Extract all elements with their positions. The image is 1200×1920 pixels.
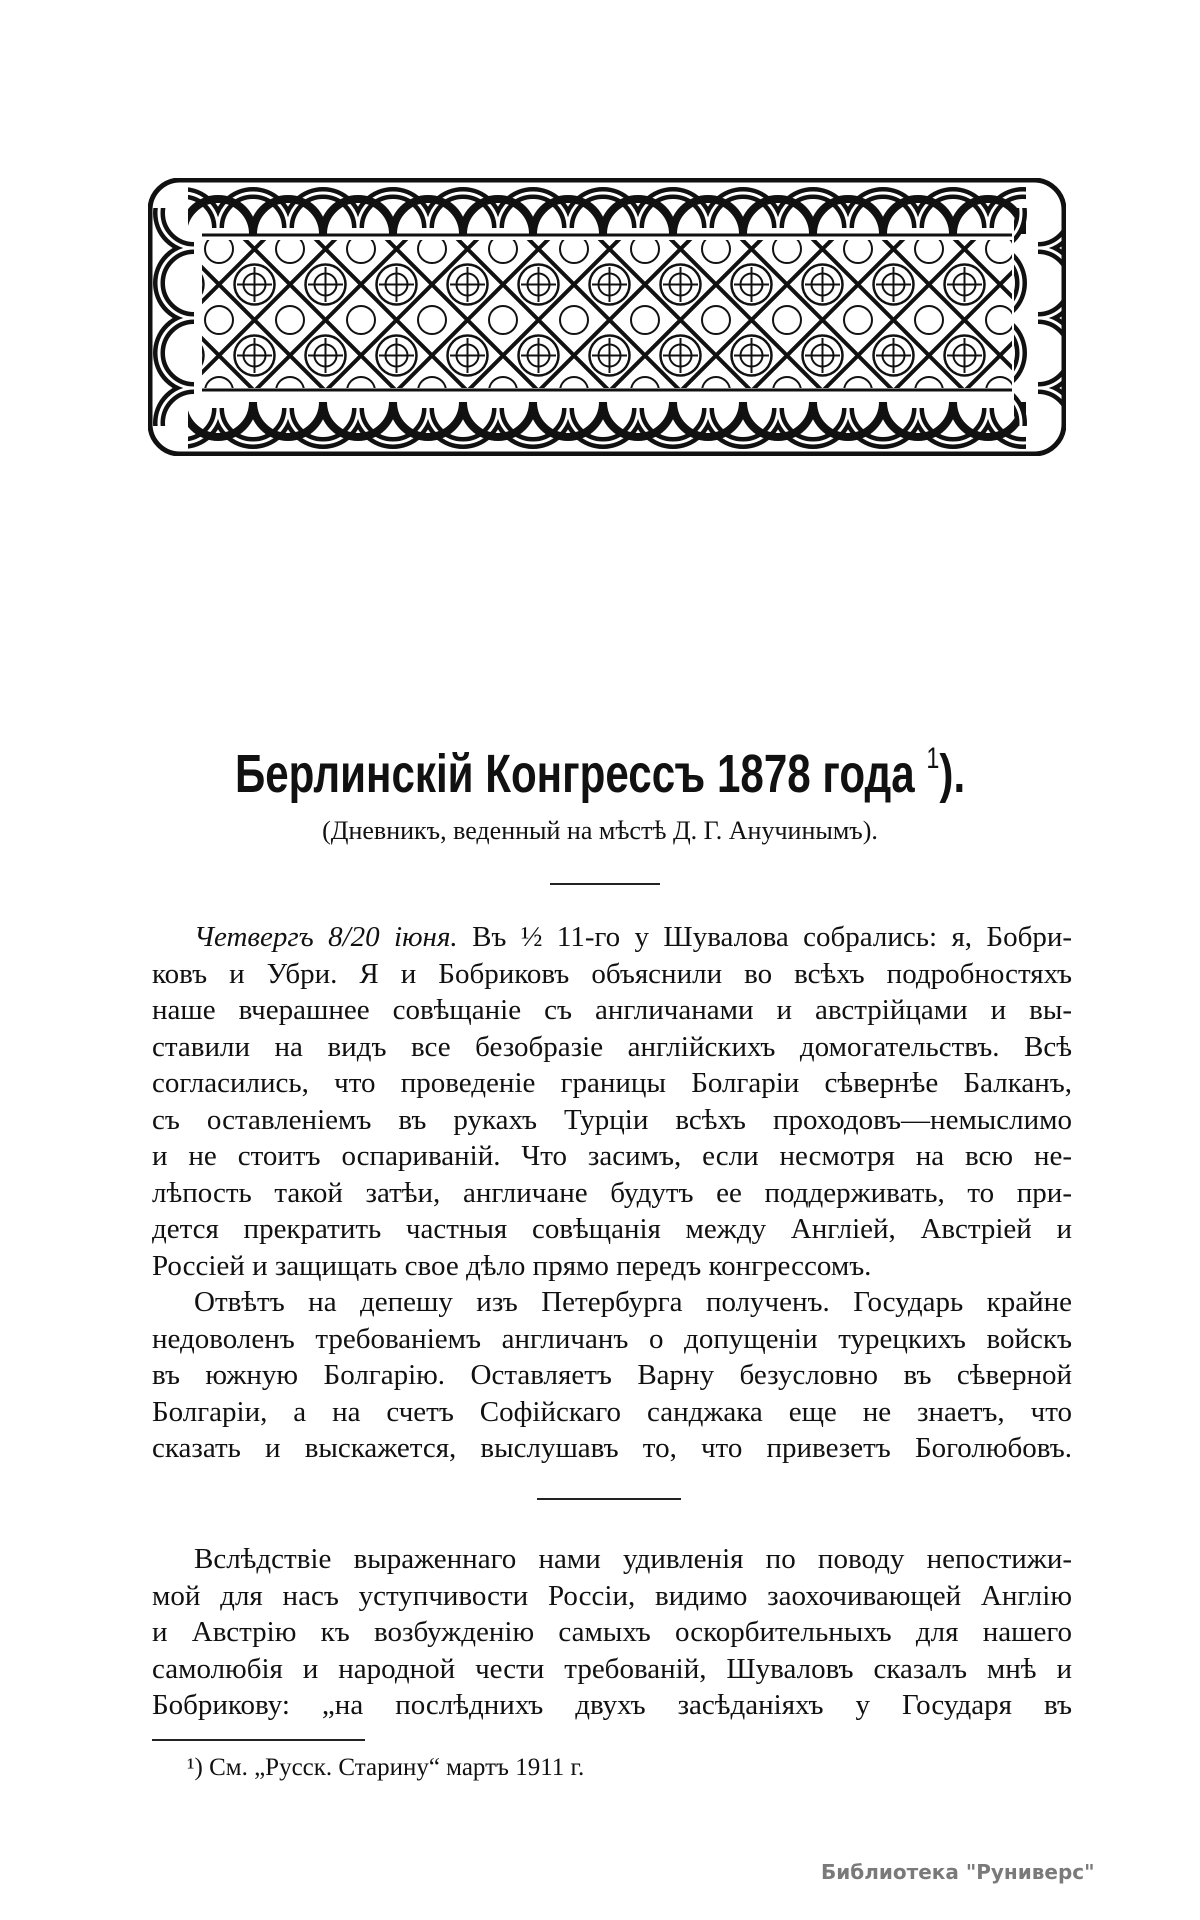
title-closing: ). [939, 744, 966, 804]
text-line: мой для насъ уступчивости Россіи, видимо заохочивающей Англію [152, 1579, 1072, 1612]
text-line: съ оставленіемъ въ рукахъ Турціи всѣхъ проходовъ—немыслимо [152, 1103, 1072, 1136]
footnote-rule [152, 1739, 365, 1741]
text-line: Отвѣтъ на депешу изъ Петербурга полученъ. Государь крайне [194, 1286, 1072, 1318]
title-text: Берлинскій Конгрессъ 1878 года [234, 744, 915, 804]
decorative-headpiece-ornament [148, 178, 1066, 456]
page-title [0, 742, 1200, 805]
text-line: ковъ и Убри. Я и Бобриковъ объяснили во всѣхъ подробностяхъ [152, 957, 1072, 990]
text-line-content: Въ ½ 11-го у Шувалова собрались: я, Бобри- [457, 921, 1072, 953]
text-line: Россіей и защищать свое дѣло прямо передъ конгрессомъ. [152, 1249, 872, 1282]
text-line: лѣпость такой затѣи, англичане будутъ ее поддерживать, то при- [152, 1176, 1072, 1209]
text-line: въ южную Болгарію. Оставляетъ Варну безусловно въ сѣверной [152, 1359, 1072, 1391]
section-divider [550, 883, 660, 885]
text-line: недоволенъ требованіемъ англичанъ о допущеніи турецкихъ войскъ [152, 1322, 1072, 1355]
text-line [152, 919, 1072, 956]
footnote-reference: 1 [926, 742, 940, 775]
text-line: и не стоитъ оспариваній. Что засимъ, если несмотря на всю не- [152, 1140, 1072, 1172]
paragraph-3 [152, 1541, 1072, 1724]
text-line: и Австрію къ возбужденію самыхъ оскорбительныхъ для нашего [152, 1616, 1072, 1648]
diary-date: Четвергъ 8/20 іюня. [194, 921, 458, 953]
text-line: Бобрикову: „на послѣднихъ двухъ засѣданіяхъ у Государя въ [152, 1689, 1072, 1721]
paragraph-1 [152, 919, 1072, 1467]
text-line: дется прекратить частныя совѣщанія между Англіей, Австріей и [152, 1213, 1072, 1245]
text-line: Вслѣдствіе выраженнаго нами удивленія по поводу непостижи- [194, 1543, 1072, 1575]
text-line: ставили на видъ все безобразіе англійскихъ домогательствъ. Всѣ [152, 1030, 1072, 1063]
library-watermark: Библиотека "Руниверс" [821, 1860, 1095, 1884]
text-line: Болгаріи, а на счетъ Софійскаго санджака еще не знаетъ, что [152, 1395, 1072, 1428]
text-line: самолюбія и народной чести требованій, Шуваловъ сказалъ мнѣ и [152, 1652, 1072, 1685]
subtitle: (Дневникъ, веденный на мѣстѣ Д. Г. Анучинымъ). [322, 816, 878, 845]
text-line: наше вчерашнее совѣщаніе съ англичанами и австрійцами и вы- [152, 994, 1072, 1026]
text-line: согласились, что проведеніе границы Болгаріи сѣвернѣе Балканъ, [152, 1067, 1072, 1099]
section-divider [537, 1498, 681, 1500]
footnote: ¹) См. „Русск. Старину“ мартъ 1911 г. [187, 1754, 585, 1781]
text-line: сказать и выскажется, выслушавъ то, что привезетъ Боголюбовъ. [152, 1432, 1072, 1464]
